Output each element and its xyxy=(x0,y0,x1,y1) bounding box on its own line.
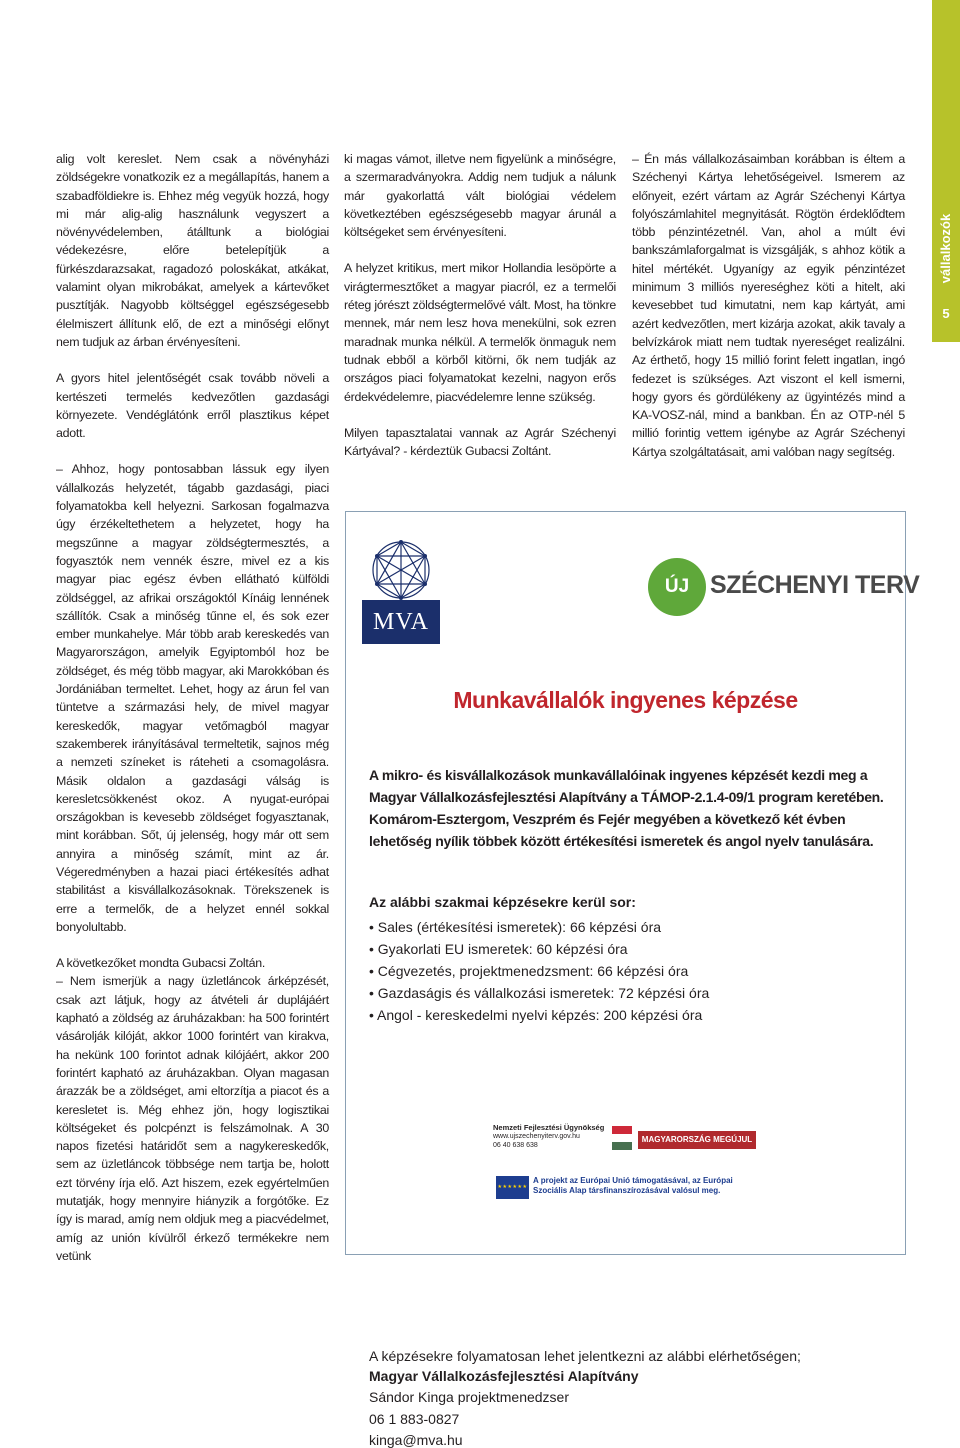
article-column-1 xyxy=(56,150,329,1283)
eu-funding-note: A projekt az Európai Unió támogatásával, az Európai Szociális Alap társfinanszírozásával valósul meg. xyxy=(533,1176,733,1195)
nfu-title: Nemzeti Fejlesztési Ügynökség xyxy=(493,1123,605,1132)
paragraph: Milyen tapasztalatai vannak az Agrár Széchenyi Kártyával? - kérdeztük Gubacsi Zoltánt. xyxy=(344,425,616,459)
article-column-3 xyxy=(632,150,905,479)
contact-email[interactable]: kinga@mva.hu xyxy=(369,1432,463,1448)
uj-badge: ÚJ xyxy=(648,558,706,616)
nfu-phone: 06 40 638 638 xyxy=(493,1142,538,1149)
paragraph: A következőket mondta Gubacsi Zoltán. – Nem ismerjük a nagy üzletláncok árképzését, csak azt látjuk, hogy az átvételi ár duplájáért kapható a zöldség az áruházakban: ha 500 forintért vásárolják kilóját, akkor 1000 forintért van kirakva, ha nekünk 100 forintot adnak kilójáért, akkor 200 forintért kapható az áruházakban. Olyan magasan árazzák be a zöldséget, ami eltorzítja a piacot és a keresletet is. Még ehhez jön, hogy logisztikai költségeket és polcpénzt is felszámolnak. A 30 napos fizetési határidőt sem a nagykereskedők, sem az üzletláncok többsége nem tartja be, holott ezt törvény írja elő. Azt hiszem, ezek egyértelműen mutatják, hogy mennyire hiányzik a forgótőke. Ez így is marad, amíg nem oldjuk meg a piacvédelmet, amíg az unión kívülről érkező termékekre nem vetünk xyxy=(56,956,329,1263)
mva-logo-text: MVA xyxy=(362,600,440,644)
eu-flag-icon: ★★★★★★ xyxy=(496,1176,529,1199)
hungarian-flag-icon xyxy=(612,1126,632,1150)
training-advertisement xyxy=(345,511,920,1448)
ad-intro: A mikro- és kisvállalkozások munkavállalóinak ingyenes képzését kezdi meg a Magyar Vállalkozásfejlesztési Alapítvány a TÁMOP-2.1.4-09/1 program keretében. Komárom-Esztergom, Veszprém és Fejér megyében a következő két évben lehetőség nyílik többek között értékesítési ismeretek és angol nyelv tanulására. xyxy=(369,767,884,849)
course-list xyxy=(369,916,709,1026)
list-item: • Gyakorlati EU ismeretek: 60 képzési óra xyxy=(369,941,628,957)
ad-title: Munkavállalók ingyenes képzése xyxy=(453,687,798,713)
list-item: • Sales (értékesítési ismeretek): 66 képzési óra xyxy=(369,919,662,935)
paragraph: – Én más vállalkozásaimban korábban is éltem a Széchenyi Kártya lehetőségeivel. Ismerem az előnyeit, ezért vártam az Agrár Széchenyi Kártya folyószámlahitel megnyitását. Rögtön érdeklődtem több pénzintézetnél. Van, ahol a múlt évi bankszámlaforgalmat is vizsgálják, s ahhoz kötik a hitel mértékét. Ugyanígy az egyik pénzintézet minimum 3 milliós nyereséghez köti a hitelt, aki kevesebbet tud kimutatni, nem kap kártyát, ami azért kedvezőtlen, mert kizárja azokat, akik tavaly a belvízkárok miatt nem tudtak nyereséget realizálni. Az érthető, hogy 15 millió forint felett ingatlan, ingó fedezet is szükséges. Azt viszont el kell ismerni, hogy gyors és gördülékeny az ügyintézés mind a KA-VOSZ-nál, mind a bankban. Én az OTP-nél 5 millió forintig vettem igénybe az Agrár Széchenyi Kártya szolgáltatásait, ami valóban nagy segítség. xyxy=(632,152,905,459)
section-tab xyxy=(932,0,960,342)
list-item: • Angol - kereskedelmi nyelvi képzés: 200 képzési óra xyxy=(369,1007,703,1023)
list-item: • Cégvezetés, projektmenedzsment: 66 képzési óra xyxy=(369,963,689,979)
section-label-wrap xyxy=(932,198,960,298)
mva-emblem-icon xyxy=(362,534,440,604)
contact-person: Sándor Kinga projektmenedzser xyxy=(369,1389,570,1405)
paragraph: – Ahhoz, hogy pontosabban lássuk egy ilyen vállalkozás helyzetét, tágabb gazdasági, piaci folyamatokba kell helyezni. Sarkosan fogalmazva úgy érzékeltethetem a helyzetet, hogy ha megszűnne a magyar zöldségtermesztés, a fogyasztók nem vennék észre, mivel ez a kis magyar piac egész évben ellátható külföldi zöldséggel, az afrikai országoktól Kínáig lennének szállítók. Csak a minőség tűnne el, és sok ezer ember munkahelye. Már több arab kereskedés van Magyarországon, amelyik Egyiptomból hoz be zöldséget, és még több magyar, aki Marokkóban és Jordániában termeltet. Lehet, hogy az árun fel van tüntetve a származási hely, de mivel magyar kereskedők, magyar vetőmagból magyar szakemberek irányításával termeltetik, sajnos még a nemzeti színeket is ráteheti a csomagolásra. Másik oldalon a gazdasági válság is keresletcsökkenést okoz. A nyugat-európai országokban is kevesebb zöldséget fogyasztanak, mint korábban. Sőt, új jelenség, hogy már ott sem annyira a minőség számít, mint az ár. Végeredményben a hazai piaci értékesítés adhat stabilitást a kisvállalkozásoknak. Törekszenek is erre a termelők, de a helyzet ennél sokkal bonyolultabb. xyxy=(56,462,329,934)
paragraph: A helyzet kritikus, mert mikor Hollandia lesöpörte a virágtermesztőket a magyar piacról, ez a termelői réteg jórészt zöldségtermelővé vált. Most, ha tönkre mennek, már nem lesz hova menekülni, sok ezren maradnak munka nélkül. A termelők önmaguk nem tudnak ebből a körből kitörni, ők nem tudják az országos piaci folyamatokat kezelni, nagyon erős érdekvédelemre, piacvédelemre lenne szükség. xyxy=(344,261,616,404)
contact-organization: Magyar Vállalkozásfejlesztési Alapítvány xyxy=(369,1368,639,1384)
contact-intro: A képzésekre folyamatosan lehet jelentkezni az alábbi elérhetőségen; xyxy=(369,1348,801,1364)
mva-logo xyxy=(362,534,440,644)
section-label: vállalkozók xyxy=(938,213,954,283)
page-number: 5 xyxy=(942,306,950,321)
nfu-logo xyxy=(493,1123,606,1150)
contact-phone: 06 1 883-0827 xyxy=(369,1411,460,1427)
paragraph: alig volt kereslet. Nem csak a növényházi zöldségekre vonatkozik ez a megállapítás, hanem a szabadföldiekre is. Ehhez még vegyük hozzá, hogy mi már alig-alig használunk vegyszert a növényvédelemben, átálltunk a biológiai védekezésre, előre betelepítjük a fürkészdarazsakat, ragadozó poloskákat, atkákat, valamint olyan mikrobákat, amelyek a kártevőket pusztítják. Nagyobb költséggel egészségesebb élelmiszert állítunk elő, de ezt a minőségi előnyt nem tudjuk az árban érvényesíteni. xyxy=(56,152,329,349)
magyarorszag-megujul-banner: MAGYARORSZÁG MEGÚJUL xyxy=(638,1131,756,1149)
paragraph: A gyors hitel jelentőségét csak tovább növeli a kertészeti termelés kedvezőtlen gazdasági környezete. Vendéglátónk erről plasztikus képet adott. xyxy=(56,371,329,441)
nfu-url: www.ujszechenyiterv.gov.hu xyxy=(493,1133,580,1140)
szechenyi-terv-logo xyxy=(648,558,920,618)
list-item: • Gazdaságis és vállalkozási ismeretek: 72 képzési óra xyxy=(369,985,710,1001)
course-list-title: Az alábbi szakmai képzésekre kerül sor: xyxy=(369,894,636,910)
szechenyi-terv-text: SZÉCHENYI TERV xyxy=(710,571,920,599)
article-column-2 xyxy=(344,150,616,478)
paragraph: ki magas vámot, illetve nem figyelünk a minőségre, a szermaradványokra. Addig nem tudjuk a nálunk már gyakorlattá vált biológiai védelem következtében egészségesebb magyar árunál a költségeket sem érvényesíteni. xyxy=(344,152,616,240)
